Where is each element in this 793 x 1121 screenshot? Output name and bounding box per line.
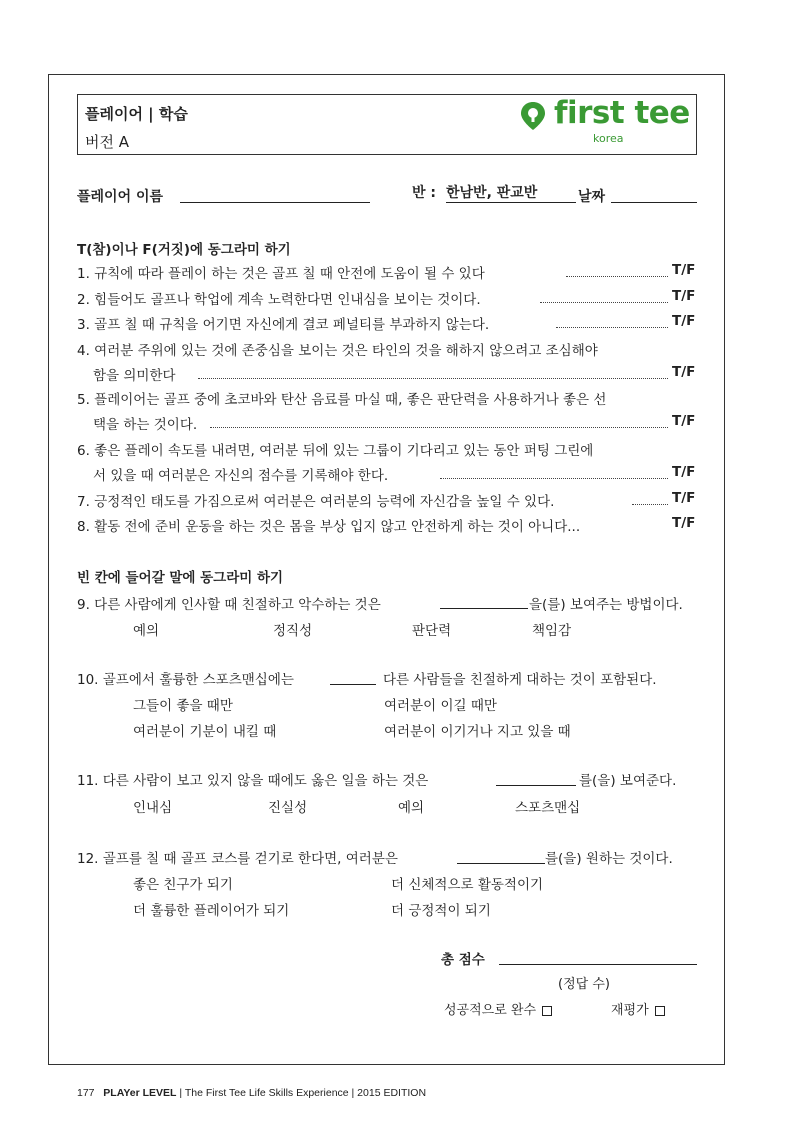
logo-text: first tee	[554, 95, 690, 131]
class-value: 한남반, 판교반	[446, 185, 538, 201]
tf-item-8: 8. 활동 전에 준비 운동을 하는 것은 몸을 부상 입지 않고 안전하게 하는 것이 아니다...	[77, 519, 581, 535]
tf-answer-8[interactable]: T/F	[672, 515, 696, 531]
tf-item-7: 7. 긍정적인 태도를 가짐으로써 여러분은 여러분의 능력에 자신감을 높일 수 있다.	[77, 494, 555, 510]
tf-answer-4[interactable]: T/F	[672, 364, 696, 380]
player-name-field[interactable]	[180, 202, 370, 203]
q10-option-4[interactable]: 여러분이 이기거나 지고 있을 때	[384, 724, 571, 740]
tf-item-3: 3. 골프 칠 때 규칙을 어기면 자신에게 결코 페널티를 부과하지 않는다.	[77, 317, 490, 333]
q12-option-2[interactable]: 더 신체적으로 활동적이기	[391, 877, 544, 893]
q9-option-1[interactable]: 예의	[133, 623, 160, 639]
tf-item-4-cont: 함을 의미한다	[93, 368, 176, 384]
q9-option-3[interactable]: 판단력	[412, 623, 452, 639]
question-11-blank[interactable]	[496, 785, 576, 786]
q11-option-2[interactable]: 진실성	[268, 800, 308, 816]
question-10: 10. 골프에서 훌륭한 스포츠맨십에는	[77, 672, 294, 688]
tee-logo-icon	[520, 101, 546, 131]
tf-item-5-cont: 택을 하는 것이다.	[93, 417, 198, 433]
worksheet-title: 플레이어 | 학습	[85, 105, 188, 123]
tf-item-4: 4. 여러분 주위에 있는 것에 존중심을 보이는 것은 타인의 것을 해하지 않으려고 조심해야	[77, 343, 598, 359]
tf-answer-6[interactable]: T/F	[672, 464, 696, 480]
class-field[interactable]	[446, 202, 576, 203]
q10-option-2[interactable]: 여러분이 이길 때만	[384, 698, 497, 714]
section-fill-title: 빈 칸에 들어갈 말에 동그라미 하기	[77, 570, 284, 586]
completed-checkbox[interactable]	[542, 1006, 552, 1016]
q12-option-4[interactable]: 더 긍정적이 되기	[391, 903, 491, 919]
dotted-leader	[566, 276, 668, 277]
footer-level: PLAYer LEVEL	[103, 1087, 177, 1099]
tf-answer-5[interactable]: T/F	[672, 413, 696, 429]
reevaluate-option[interactable]	[611, 999, 665, 1018]
date-label: 날짜	[578, 189, 606, 205]
question-9-blank[interactable]	[440, 608, 528, 609]
dotted-leader	[440, 478, 668, 479]
question-12: 12. 골프를 칠 때 골프 코스를 걷기로 한다면, 여러분은	[77, 851, 398, 867]
reevaluate-checkbox[interactable]	[655, 1006, 665, 1016]
first-tee-logo	[520, 95, 690, 149]
q11-option-4[interactable]: 스포츠맨십	[515, 800, 581, 816]
correct-count-label: (정답 수)	[558, 977, 610, 992]
q9-option-4[interactable]: 책임감	[532, 623, 572, 639]
tf-item-1: 1. 규칙에 따라 플레이 하는 것은 골프 칠 때 안전에 도움이 될 수 있다	[77, 266, 485, 282]
question-10-blank[interactable]	[330, 684, 376, 685]
page-footer	[77, 1087, 426, 1099]
tf-answer-7[interactable]: T/F	[672, 490, 696, 506]
tf-answer-2[interactable]: T/F	[672, 288, 696, 304]
total-score-field[interactable]	[499, 964, 697, 965]
question-9: 9. 다른 사람에게 인사할 때 친절하고 악수하는 것은	[77, 597, 381, 613]
tf-item-6-cont: 서 있을 때 여러분은 자신의 점수를 기록해야 한다.	[93, 468, 389, 484]
question-11: 11. 다른 사람이 보고 있지 않을 때에도 옳은 일을 하는 것은	[77, 773, 429, 789]
question-10-end: 다른 사람들을 친절하게 대하는 것이 포함된다.	[383, 672, 657, 688]
worksheet-version: 버전 A	[85, 133, 130, 151]
tf-answer-1[interactable]: T/F	[672, 262, 696, 278]
footer-text: | The First Tee Life Skills Experience | 2015 EDITION	[179, 1087, 427, 1099]
reevaluate-label: 재평가	[611, 1003, 649, 1018]
section-tf-title: T(참)이나 F(거짓)에 동그라미 하기	[77, 242, 291, 258]
dotted-leader	[198, 378, 668, 379]
class-label: 반 :	[412, 185, 436, 201]
date-field[interactable]	[611, 202, 697, 203]
q11-option-3[interactable]: 예의	[398, 800, 425, 816]
header-box	[77, 94, 697, 155]
q11-option-1[interactable]: 인내심	[133, 800, 173, 816]
tf-item-6: 6. 좋은 플레이 속도를 내려면, 여러분 뒤에 있는 그룹이 기다리고 있는 동안 퍼팅 그린에	[77, 443, 594, 459]
q10-option-3[interactable]: 여러분이 기분이 내킬 때	[133, 724, 277, 740]
player-name-label: 플레이어 이름	[77, 189, 164, 205]
q9-option-2[interactable]: 정직성	[273, 623, 313, 639]
total-score-label: 총 점수	[441, 952, 485, 968]
tf-answer-3[interactable]: T/F	[672, 313, 696, 329]
completed-label: 성공적으로 완수	[444, 1003, 537, 1018]
dotted-leader	[540, 302, 668, 303]
completed-option[interactable]	[444, 999, 552, 1018]
question-12-end: 를(을) 원하는 것이다.	[545, 851, 673, 867]
question-12-blank[interactable]	[457, 863, 545, 864]
dotted-leader	[556, 327, 668, 328]
question-9-end: 을(를) 보여주는 방법이다.	[529, 597, 683, 613]
page-number: 177	[77, 1087, 95, 1099]
dotted-leader	[210, 427, 668, 428]
dotted-leader	[632, 504, 668, 505]
tf-item-5: 5. 플레이어는 골프 중에 초코바와 탄산 음료를 마실 때, 좋은 판단력을 사용하거나 좋은 선	[77, 392, 607, 408]
tf-item-2: 2. 힘들어도 골프나 학업에 계속 노력한다면 인내심을 보이는 것이다.	[77, 292, 481, 308]
q12-option-1[interactable]: 좋은 친구가 되기	[133, 877, 233, 893]
q10-option-1[interactable]: 그들이 좋을 때만	[133, 698, 233, 714]
q12-option-3[interactable]: 더 훌륭한 플레이어가 되기	[133, 903, 290, 919]
question-11-end: 를(을) 보여준다.	[579, 773, 677, 789]
logo-subtext: korea	[593, 132, 624, 145]
